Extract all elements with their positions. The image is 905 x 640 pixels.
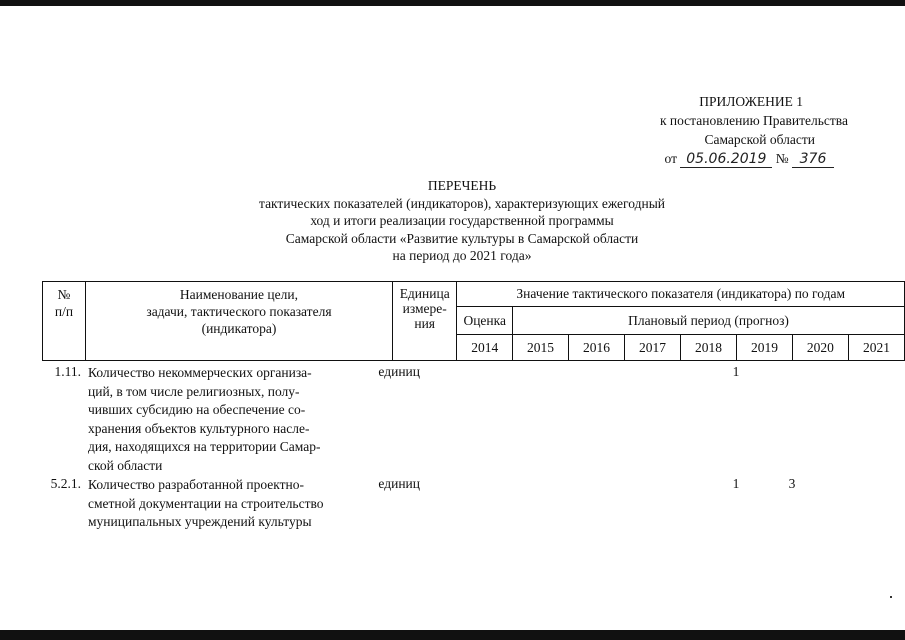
year-header: 2020	[792, 335, 848, 361]
row-name	[88, 364, 378, 475]
row-number: 5.2.1.	[50, 476, 81, 491]
handwritten-date: 05.06.2019	[680, 152, 772, 168]
col-name-header	[85, 282, 392, 361]
row-name-line: чивших субсидию на обеспечение со-	[88, 402, 306, 417]
col-number-label-2: п/п	[54, 304, 74, 319]
row-name-line: Количество некоммерческих организа-	[88, 365, 312, 380]
row-name-line: муниципальных учреждений культуры	[88, 514, 312, 529]
planned-period-header: Плановый период (прогноз)	[513, 307, 905, 335]
appendix-title: ПРИЛОЖЕНИЕ 1	[699, 94, 803, 109]
scan-top-border	[0, 0, 905, 6]
estimate-header: Оценка	[457, 307, 513, 335]
appendix-line-1: к постановлению Правительства	[659, 113, 848, 128]
heading-line-1: тактических показателей (индикаторов), характеризующих ежегодный	[259, 195, 665, 211]
row-name-line: хранения объектов культурного насле-	[88, 420, 310, 436]
row-name-line: ций, в том числе религиозных, полу-	[88, 383, 300, 399]
col-name-label-3: (индикатора)	[201, 321, 277, 336]
col-unit-header	[392, 282, 457, 361]
year-header: 2019	[736, 335, 792, 361]
row-name-line: Количество разработанной проектно-	[88, 477, 305, 492]
row-unit: единиц	[378, 364, 420, 379]
date-prefix: от	[664, 151, 677, 166]
col-unit-label-3: ния	[414, 316, 436, 331]
year-header: 2014	[457, 335, 513, 361]
row-name-line: дия, находящихся на территории Самар-	[88, 439, 321, 454]
col-number-header	[43, 282, 86, 361]
row-value-2019: 1	[732, 476, 740, 491]
year-header: 2015	[513, 335, 569, 361]
col-name-label-1: Наименование цели,	[179, 287, 298, 302]
year-header: 2021	[848, 335, 904, 361]
handwritten-number: 376	[792, 152, 834, 168]
heading-line-3: Самарской области «Развитие культуры в Самарской области	[285, 230, 639, 246]
heading-title: ПЕРЕЧЕНЬ	[427, 178, 497, 193]
scan-speck	[890, 596, 892, 598]
year-header: 2018	[680, 335, 736, 361]
appendix-date-line	[665, 149, 835, 168]
document-heading	[222, 177, 702, 265]
heading-line-4: на период до 2021 года»	[392, 248, 532, 263]
row-value-2020: 3	[788, 476, 796, 491]
values-header: Значение тактического показателя (индикатора) по годам	[457, 282, 905, 307]
indicators-table-header	[42, 281, 905, 361]
col-unit-label-2: измере-	[402, 301, 447, 316]
row-number: 1.11.	[54, 364, 81, 379]
col-number-label-1: №	[57, 287, 71, 302]
year-header: 2017	[624, 335, 680, 361]
year-header: 2016	[569, 335, 625, 361]
row-value-2019: 1	[732, 364, 740, 379]
number-prefix: №	[775, 151, 789, 166]
appendix-line-2: Самарской области	[704, 132, 815, 147]
scan-bottom-border	[0, 630, 905, 640]
row-name-line: ской области	[88, 457, 163, 473]
row-name	[88, 476, 378, 532]
appendix-block	[608, 92, 848, 172]
heading-line-2: ход и итоги реализации государственной программы	[310, 213, 614, 228]
row-name-line: сметной документации на строительство	[88, 495, 324, 511]
col-unit-label-1: Единица	[399, 286, 450, 301]
row-unit: единиц	[378, 476, 420, 491]
col-name-label-2: задачи, тактического показателя	[146, 304, 332, 319]
